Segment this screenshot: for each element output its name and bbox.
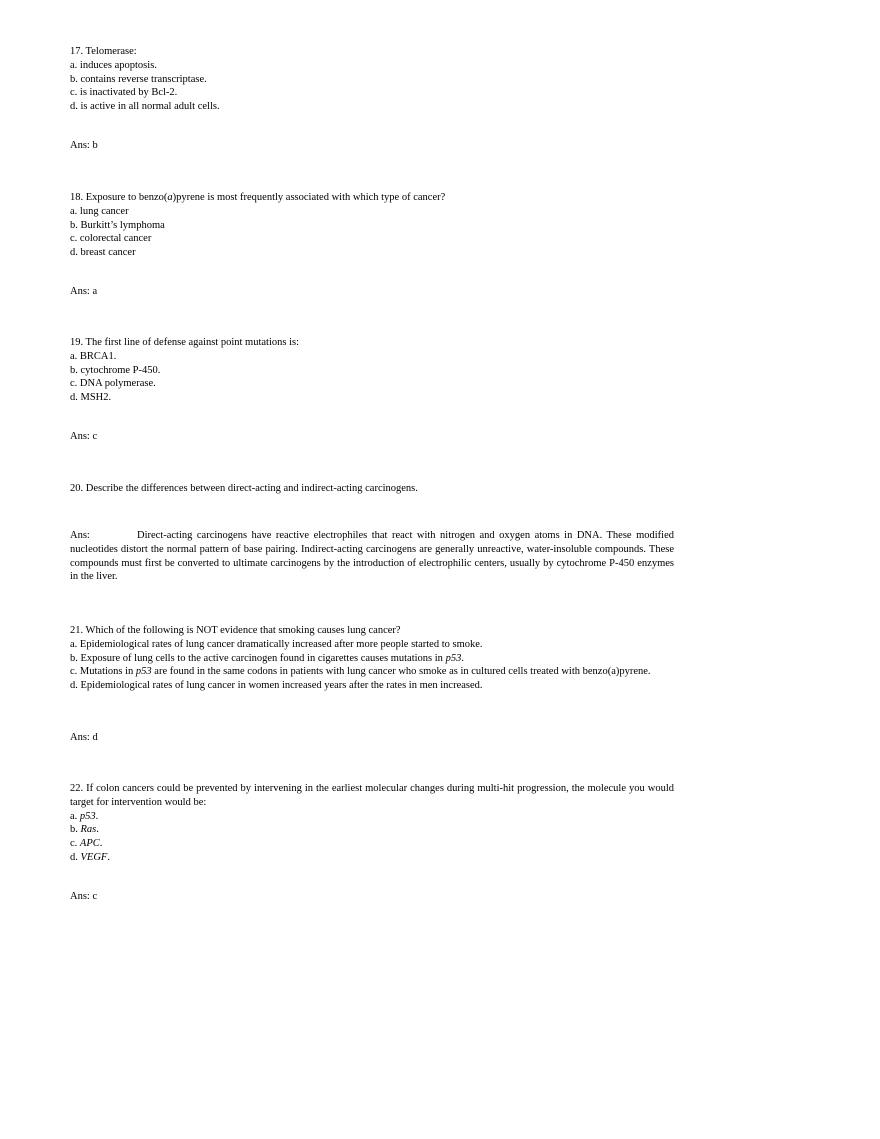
answer-option: a. Epidemiological rates of lung cancer dramatically increased after more people started to smoke. xyxy=(70,638,483,650)
answer-option: d. VEGF. xyxy=(70,851,110,863)
answer-option: b. Exposure of lung cells to the active carcinogen found in cigarettes causes mutations in p53. xyxy=(70,652,464,664)
essay-answer: Direct-acting carcinogens have reactive electrophiles that react with nitrogen and oxygen atoms in DNA. These modified nucleotides distort the normal pattern of base pairing. Indirect-acting carcinogens are generally unreactive, water-insoluble compounds. These compounds must first be converted to ultimate carcinogens by the introduction of electrophilic centers, usually by cytochrome P-450 enzymes in the liver. xyxy=(70,530,674,583)
answer-option: c. DNA polymerase. xyxy=(70,378,156,390)
answer-option: d. is active in all normal adult cells. xyxy=(70,101,220,113)
answer-option: d. Epidemiological rates of lung cancer in women increased years after the rates in men increased. xyxy=(70,680,483,692)
answer-option: d. breast cancer xyxy=(70,247,136,259)
question-stem: 19. The first line of defense against point mutations is: xyxy=(70,337,300,348)
question-21 xyxy=(70,624,674,693)
answer-label: Ans: xyxy=(70,530,90,541)
answer-option: b. Burkitt’s lymphoma xyxy=(70,219,165,231)
answer-key-22: Ans: c xyxy=(70,891,98,902)
answer-key-17: Ans: b xyxy=(70,140,98,151)
question-22 xyxy=(70,782,674,865)
answer-option: c. APC. xyxy=(70,838,103,850)
answer-key-19: Ans: c xyxy=(70,431,98,442)
question-stem: 17. Telomerase: xyxy=(70,46,137,57)
answer-option: c. colorectal cancer xyxy=(70,233,152,245)
question-stem: 21. Which of the following is NOT evidence that smoking causes lung cancer? xyxy=(70,625,401,636)
question-17 xyxy=(70,45,674,114)
answer-option: b. cytochrome P-450. xyxy=(70,364,161,376)
answer-option: a. lung cancer xyxy=(70,205,129,217)
answer-key-18: Ans: a xyxy=(70,286,98,297)
question-stem: 22. If colon cancers could be prevented by intervening in the earliest molecular changes during multi-hit progression, the molecule you would target for intervention would be: xyxy=(70,783,674,808)
answer-key-20 xyxy=(70,529,674,584)
answer-option: c. Mutations in p53 are found in the same codons in patients with lung cancer who smoke as in cultured cells treated with benzo(a)pyrene. xyxy=(70,666,651,678)
question-19 xyxy=(70,336,674,405)
answer-option: c. is inactivated by Bcl-2. xyxy=(70,87,178,99)
answer-option: d. MSH2. xyxy=(70,392,112,404)
question-stem: 18. Exposure to benzo(a)pyrene is most frequently associated with which type of cancer? xyxy=(70,192,446,203)
answer-option: a. p53. xyxy=(70,810,99,822)
question-18 xyxy=(70,191,674,260)
answer-option: b. Ras. xyxy=(70,824,99,836)
answer-key-21: Ans: d xyxy=(70,732,98,743)
answer-option: a. induces apoptosis. xyxy=(70,59,157,71)
question-20-stem: 20. Describe the differences between direct-acting and indirect-acting carcinogens. xyxy=(70,483,418,494)
answer-option: a. BRCA1. xyxy=(70,350,117,362)
answer-option: b. contains reverse transcriptase. xyxy=(70,73,207,85)
